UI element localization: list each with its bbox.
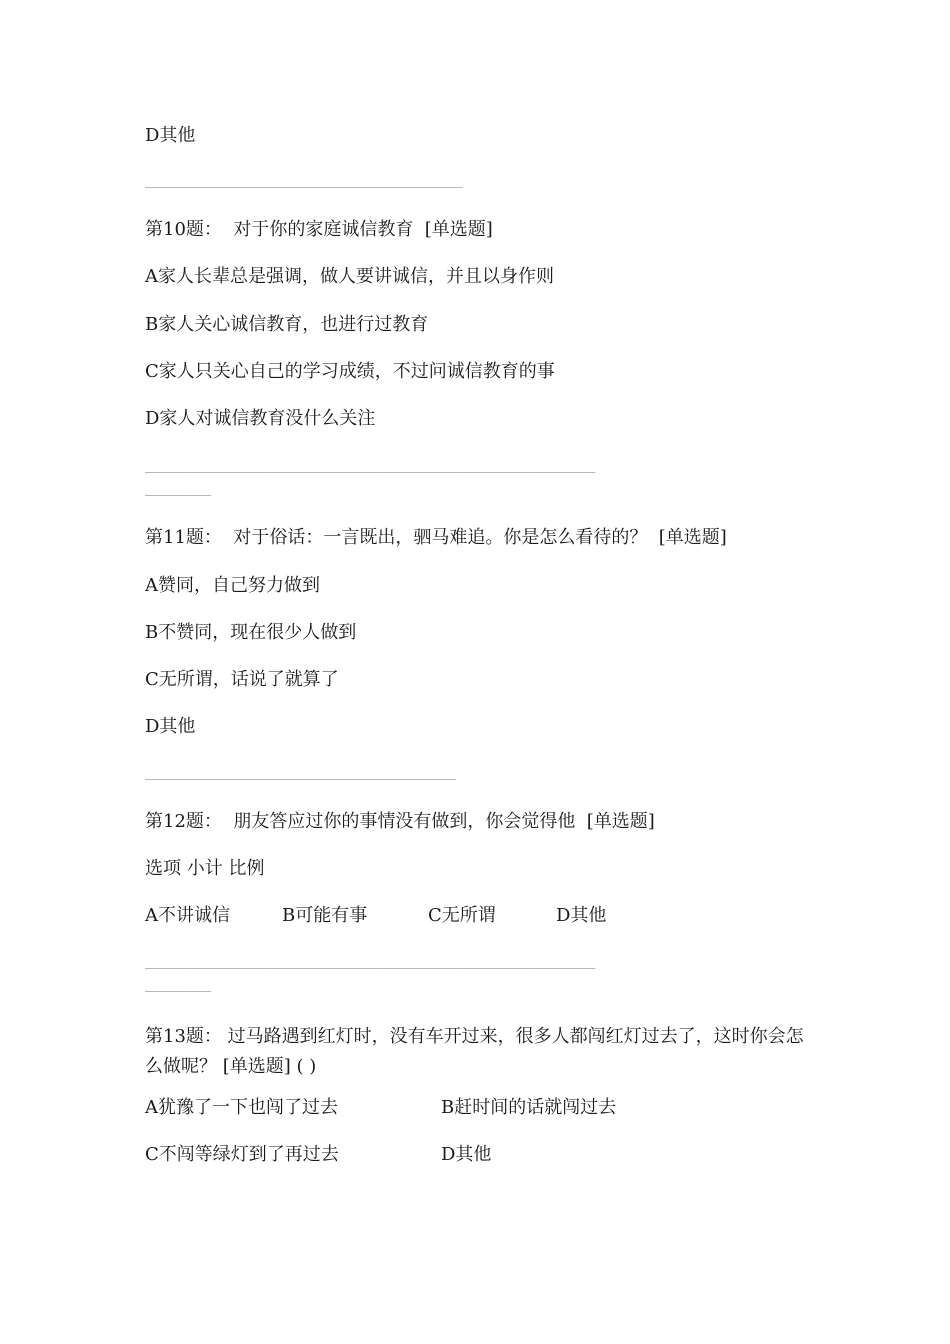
separator: ____________________________________________________________________ <box>145 460 596 473</box>
q13-option-d: D其他 <box>441 1144 492 1165</box>
q11-option-c: C无所谓，话说了就算了 <box>145 669 339 690</box>
q9-option-d: D其他 <box>145 125 196 146</box>
q10-option-d: D家人对诚信教育没什么关注 <box>145 408 376 429</box>
q10-option-c: C家人只关心自己的学习成绩，不过问诚信教育的事 <box>145 361 555 382</box>
q12-option-c: C无所谓 <box>428 905 496 926</box>
q13-option-c: C不闯等绿灯到了再过去 <box>145 1144 339 1165</box>
q13-title: 第13题： 过马路遇到红灯时，没有车开过来，很多人都闯红灯过去了，这时你会怎么做呢？ [单选题] ( ) <box>145 1026 804 1077</box>
separator-continuation: __________ <box>145 979 212 992</box>
q11-option-a: A赞同，自己努力做到 <box>145 575 320 596</box>
q12-option-d: D其他 <box>556 905 607 926</box>
q12-title: 第12题： 朋友答应过你的事情没有做到，你会觉得他 [单选题] <box>145 811 655 832</box>
q11-title: 第11题： 对于俗话：一言既出，驷马难追。你是怎么看待的？ [单选题] <box>145 527 727 548</box>
q10-option-a: A家人长辈总是强调，做人要讲诚信，并且以身作则 <box>145 266 554 287</box>
q13-option-a: A犹豫了一下也闯了过去 <box>145 1097 338 1118</box>
q11-option-b: B不赞同，现在很少人做到 <box>145 622 357 643</box>
q13-option-b: B赶时间的话就闯过去 <box>441 1097 617 1118</box>
q12-option-a: A不讲诚信 <box>145 905 230 926</box>
q10-title: 第10题： 对于你的家庭诚信教育 [单选题] <box>145 219 493 240</box>
q10-option-b: B家人关心诚信教育，也进行过教育 <box>145 314 429 335</box>
separator: ________________________________________________ <box>145 175 463 188</box>
q11-option-d: D其他 <box>145 716 196 737</box>
separator-continuation: __________ <box>145 483 212 496</box>
q12-option-b: B可能有事 <box>282 905 368 926</box>
separator: ____________________________________________________________________ <box>145 956 596 969</box>
q12-table-header: 选项 小计 比例 <box>145 858 265 879</box>
separator: _______________________________________________ <box>145 767 457 780</box>
